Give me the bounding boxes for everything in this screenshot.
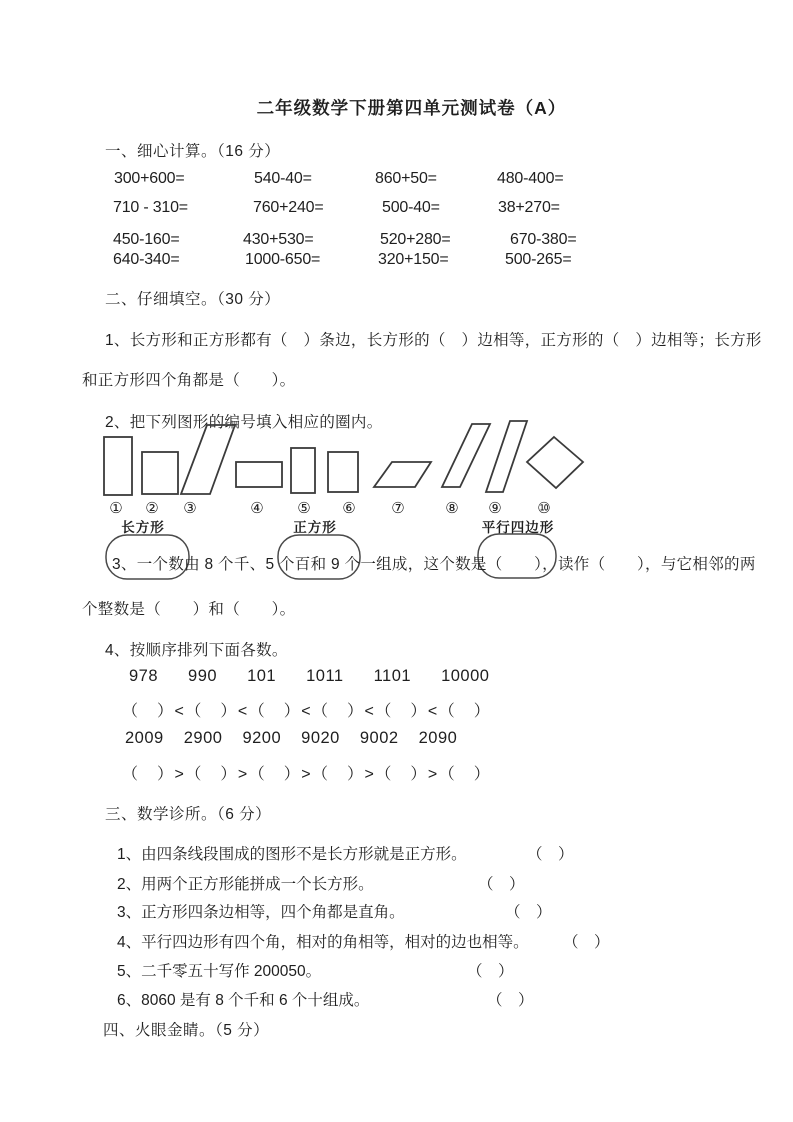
shape-10-diamond <box>527 437 583 488</box>
number-value: 10000 <box>441 667 490 685</box>
answer-bracket: （ ） <box>505 904 552 921</box>
diagnosis-item <box>117 900 677 922</box>
calc-equation: 430+530= <box>243 231 314 248</box>
shape-3-parallelogram <box>181 425 235 494</box>
calc-equation: 760+240= <box>253 199 324 216</box>
calc-equation: 540-40= <box>254 170 312 187</box>
calc-equation: 500-40= <box>382 199 440 216</box>
diagnosis-item <box>117 872 677 894</box>
number-value: 9020 <box>301 729 340 747</box>
number-value: 2090 <box>418 729 458 747</box>
calc-equation: 640-340= <box>113 251 180 268</box>
shape-number-label: ③ <box>183 500 197 517</box>
diagnosis-item <box>117 959 677 981</box>
section4-heading: 四、火眼金睛。（5 分） <box>103 1022 270 1039</box>
shape-number-label: ⑩ <box>537 500 551 517</box>
diagnosis-statement: 1、由四条线段围成的图形不是长方形就是正方形。 <box>117 846 467 863</box>
diagnosis-statement: 4、平行四边形有四个角，相对的角相等，相对的边也相等。 <box>117 934 529 951</box>
calc-equation: 450-160= <box>113 231 180 248</box>
question-4: 4、按顺序排列下面各数。 <box>105 642 288 659</box>
number-value: 1011 <box>306 667 344 685</box>
calc-equation: 300+600= <box>114 170 185 187</box>
diagnosis-statement: 3、正方形四条边相等，四个角都是直角。 <box>117 904 405 921</box>
shape-1-tall-rectangle <box>104 437 132 495</box>
calc-equation: 500-265= <box>505 251 572 268</box>
calc-equation: 1000-650= <box>245 251 321 268</box>
answer-bracket: （ ） <box>527 846 574 863</box>
answer-bracket: （ ） <box>467 963 514 980</box>
number-value: 9002 <box>359 729 399 747</box>
group-label-rectangle: 长方形 <box>121 520 165 535</box>
calc-equation: 670-380= <box>510 231 577 248</box>
group-label-square: 正方形 <box>293 520 337 535</box>
number-value: 1101 <box>373 667 412 685</box>
diagnosis-item <box>117 842 677 864</box>
number-value: 990 <box>188 667 218 685</box>
calc-equation: 38+270= <box>498 199 560 216</box>
diagnosis-statement: 6、8060 是有 8 个千和 6 个十组成。 <box>117 992 370 1009</box>
question-2: 2、把下列图形的编号填入相应的圈内。 <box>105 414 383 431</box>
shape-5-tall-rectangle <box>291 448 315 493</box>
diagnosis-item <box>117 930 677 952</box>
calc-equation: 320+150= <box>378 251 449 268</box>
diagnosis-item <box>117 988 677 1010</box>
answer-bracket: （ ） <box>487 992 534 1009</box>
number-value: 2900 <box>183 729 223 747</box>
question-1-line-1: 1、长方形和正方形都有（ ）条边，长方形的（ ）边相等，正方形的（ ）边相等；长方形 <box>105 332 762 349</box>
shape-6-square <box>328 452 358 492</box>
shape-2-square <box>142 452 178 494</box>
shape-number-label: ⑥ <box>342 500 356 517</box>
question-3-line-2: 个整数是（ ）和（ ）。 <box>82 601 296 618</box>
group-label-parallelogram: 平行四边形 <box>481 520 555 535</box>
shape-number-label: ⑤ <box>297 500 311 517</box>
diagnosis-statement: 5、二千零五十写作 200050。 <box>117 963 322 980</box>
calc-equation: 710 - 310= <box>113 199 188 216</box>
section2-heading: 二、仔细填空。（30 分） <box>105 291 281 308</box>
answer-bracket: （ ） <box>563 934 610 951</box>
number-value: 2009 <box>125 729 164 747</box>
section3-heading: 三、数学诊所。（6 分） <box>105 806 272 823</box>
number-sequence-1 <box>129 667 489 686</box>
shape-number-label: ⑨ <box>488 500 502 517</box>
shape-9-slanted-parallelogram <box>486 421 527 492</box>
answer-bracket: （ ） <box>478 876 525 893</box>
shape-4-wide-rectangle <box>236 462 282 487</box>
shape-7-flat-parallelogram <box>374 462 431 487</box>
shape-8-slanted-parallelogram <box>442 424 490 487</box>
shape-number-label: ⑦ <box>391 500 405 517</box>
calc-equation: 860+50= <box>375 170 437 187</box>
shape-number-label: ② <box>145 500 159 517</box>
calc-equation: 480-400= <box>497 170 564 187</box>
number-value: 9200 <box>242 729 282 747</box>
number-value: 978 <box>129 667 159 685</box>
page-title: 二年级数学下册第四单元测试卷（A） <box>256 98 567 118</box>
shape-number-label: ⑧ <box>445 500 459 517</box>
shape-number-label: ① <box>109 500 123 517</box>
question-3-line-1: 3、一个数由 8 个千、5 个百和 9 个一组成，这个数是（ ），读作（ ），与它相邻的两 <box>112 556 756 573</box>
descending-compare-blanks: （ ）>（ ）>（ ）>（ ）>（ ）>（ ） <box>122 766 492 783</box>
shape-number-label: ④ <box>250 500 264 517</box>
number-value: 101 <box>247 667 277 685</box>
number-sequence-2 <box>125 729 457 748</box>
ascending-compare-blanks: （ ）<（ ）<（ ）<（ ）<（ ）<（ ） <box>122 703 492 720</box>
section1-heading: 一、细心计算。（16 分） <box>105 143 281 160</box>
diagnosis-statement: 2、用两个正方形能拼成一个长方形。 <box>117 876 374 893</box>
question-1-line-2: 和正方形四个角都是（ ）。 <box>82 372 296 389</box>
calc-equation: 520+280= <box>380 231 451 248</box>
